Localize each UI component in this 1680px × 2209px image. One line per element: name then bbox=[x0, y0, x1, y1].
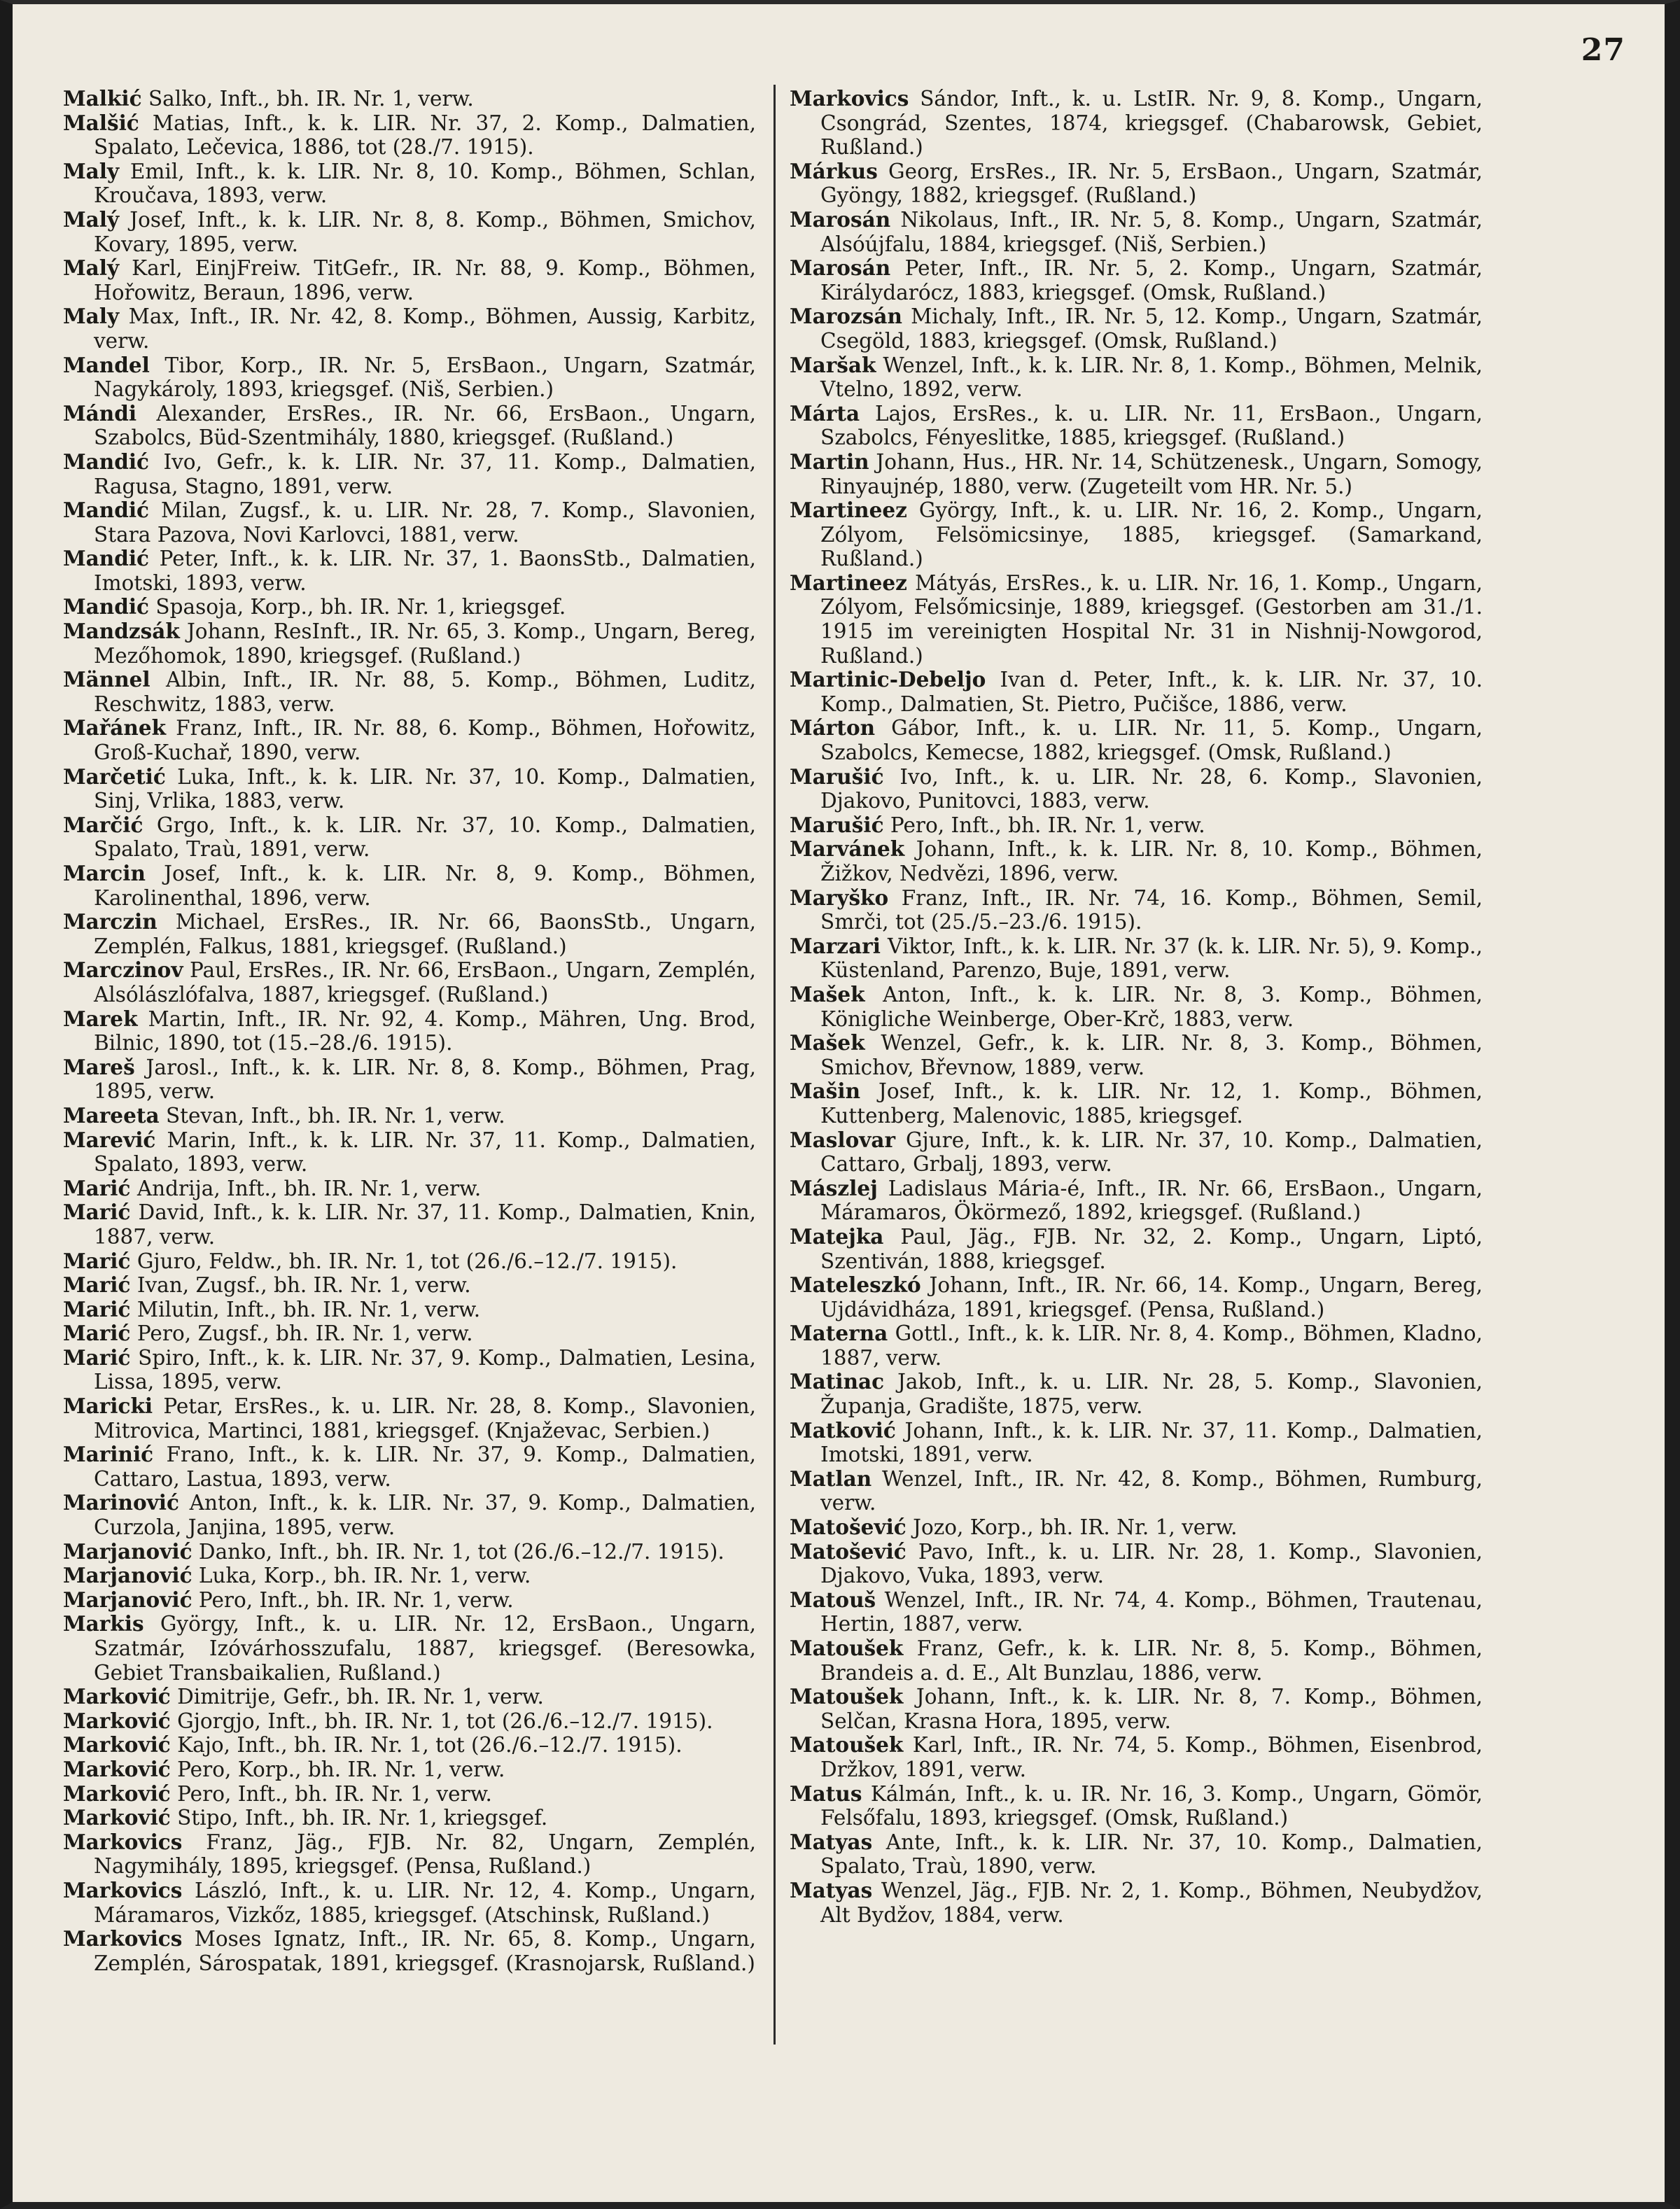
entry-details: Gjorgjo, Inft., bh. IR. Nr. 1, tot (26./6.–12./7. 1915). bbox=[170, 1709, 713, 1733]
entry-surname: Matković bbox=[790, 1417, 896, 1443]
entry-details: György, Inft., k. u. LIR. Nr. 16, 2. Komp., Ungarn, Zólyom, Felsömicsinye, 1885, kriegsgef. (Samarkand, Rußland.) bbox=[820, 498, 1483, 571]
entry-surname: Márta bbox=[790, 400, 860, 426]
entry-details: Viktor, Inft., k. k. LIR. Nr. 37 (k. k. LIR. Nr. 5), 9. Komp., Küstenland, Parenzo, Buje, 1891, verw. bbox=[820, 934, 1483, 983]
entry-details: Johann, Inft., k. k. LIR. Nr. 8, 10. Komp., Böhmen, Žižkov, Nedvězi, 1896, verw. bbox=[820, 837, 1483, 885]
casualty-entry bbox=[790, 1273, 1483, 1321]
entry-surname: Maricki bbox=[63, 1394, 153, 1419]
entry-details: Tibor, Korp., IR. Nr. 5, ErsBaon., Ungarn, Szatmár, Nagykároly, 1893, kriegsgef. (Niš, Serbien.) bbox=[94, 353, 756, 402]
entry-surname: Marić bbox=[63, 1296, 131, 1321]
entry-surname: Markovics bbox=[790, 86, 909, 111]
entry-details: Karl, Inft., IR. Nr. 74, 5. Komp., Böhmen, Eisenbrod, Držkov, 1891, verw. bbox=[820, 1733, 1483, 1781]
casualty-entry bbox=[63, 498, 756, 547]
casualty-entry bbox=[63, 1927, 756, 1975]
casualty-entry bbox=[790, 934, 1483, 983]
casualty-entry bbox=[63, 1564, 756, 1588]
entry-details: Kálmán, Inft., k. u. IR. Nr. 16, 3. Komp., Ungarn, Gömör, Felsőfalu, 1893, kriegsgef. (Omsk, Rußland.) bbox=[820, 1781, 1483, 1830]
entry-details: Marin, Inft., k. k. LIR. Nr. 37, 11. Komp., Dalmatien, Spalato, 1893, verw. bbox=[94, 1128, 756, 1177]
entry-details: Jakob, Inft., k. u. LIR. Nr. 28, 5. Komp., Slavonien, Županja, Gradište, 1875, verw. bbox=[820, 1370, 1483, 1419]
entry-surname: Matoušek bbox=[790, 1636, 904, 1660]
casualty-entry bbox=[63, 1782, 756, 1807]
casualty-entry bbox=[63, 1200, 756, 1249]
entry-details: Wenzel, Jäg., FJB. Nr. 2, 1. Komp., Böhmen, Neubydžov, Alt Bydžov, 1884, verw. bbox=[820, 1878, 1483, 1927]
entry-details: Paul, Jäg., FJB. Nr. 32, 2. Komp., Ungarn, Liptó, Szentiván, 1888, kriegsgef. bbox=[820, 1224, 1483, 1273]
entry-details: Gjuro, Feldw., bh. IR. Nr. 1, tot (26./6.–12./7. 1915). bbox=[130, 1249, 678, 1273]
casualty-entry bbox=[63, 1128, 756, 1177]
entry-details: Jozo, Korp., bh. IR. Nr. 1, verw. bbox=[906, 1515, 1238, 1540]
entry-details: Johann, Inft., k. k. LIR. Nr. 37, 11. Komp., Dalmatien, Imotski, 1891, verw. bbox=[820, 1418, 1483, 1467]
entry-surname: Mandić bbox=[63, 449, 150, 474]
casualty-entry bbox=[790, 1177, 1483, 1225]
entry-surname: Marković bbox=[63, 1732, 171, 1758]
entry-details: Johann, Hus., HR. Nr. 14, Schützenesk., Ungarn, Somogy, Rinyaujnép, 1880, verw. (Zugeteilt vom HR. Nr. 5.) bbox=[820, 449, 1483, 498]
entry-details: Josef, Inft., k. k. LIR. Nr. 8, 8. Komp., Böhmen, Smichov, Kovary, 1895, verw. bbox=[94, 207, 756, 256]
entry-surname: Matošević bbox=[790, 1538, 906, 1564]
entry-surname: Marcin bbox=[63, 861, 146, 885]
casualty-entry bbox=[63, 1321, 756, 1346]
casualty-entry bbox=[63, 1685, 756, 1709]
casualty-entry bbox=[63, 619, 756, 668]
casualty-entry bbox=[790, 1467, 1483, 1515]
entry-surname: Marosán bbox=[790, 255, 891, 281]
entry-details: Johann, Inft., IR. Nr. 66, 14. Komp., Ungarn, Bereg, Ujdávidháza, 1891, kriegsgef. (Pensa, Rußland.) bbox=[820, 1273, 1483, 1321]
casualty-entry bbox=[790, 1031, 1483, 1079]
entry-details: Georg, ErsRes., IR. Nr. 5, ErsBaon., Ungarn, Szatmár, Gyöngy, 1882, kriegsgef. (Rußland.) bbox=[820, 159, 1483, 208]
casualty-entry bbox=[790, 886, 1483, 934]
entry-surname: Marjanović bbox=[63, 1538, 192, 1564]
entry-surname: Márton bbox=[790, 715, 876, 741]
entry-details: Anton, Inft., k. k. LIR. Nr. 8, 3. Komp., Böhmen, Königliche Weinberge, Ober-Krč, 1883, verw. bbox=[820, 982, 1483, 1031]
entry-details: Luka, Inft., k. k. LIR. Nr. 37, 10. Komp., Dalmatien, Sinj, Vrlika, 1883, verw. bbox=[94, 764, 756, 813]
entry-surname: Marek bbox=[63, 1006, 138, 1031]
entry-surname: Mászlej bbox=[790, 1175, 878, 1200]
entry-surname: Mateleszkó bbox=[790, 1272, 921, 1298]
casualty-entry bbox=[63, 256, 756, 304]
entry-details: Pero, Inft., bh. IR. Nr. 1, verw. bbox=[170, 1781, 492, 1806]
casualty-entry bbox=[790, 1225, 1483, 1273]
entry-surname: Marević bbox=[63, 1127, 156, 1152]
casualty-entry bbox=[790, 837, 1483, 885]
casualty-entry bbox=[63, 1056, 756, 1104]
entry-details: Pero, Korp., bh. IR. Nr. 1, verw. bbox=[170, 1757, 505, 1781]
entry-details: Nikolaus, Inft., IR. Nr. 5, 8. Komp., Ungarn, Szatmár, Alsóújfalu, 1884, kriegsgef. (Niš, Serbien.) bbox=[820, 207, 1483, 256]
entry-surname: Marić bbox=[63, 1200, 131, 1225]
entry-details: Johann, Inft., k. k. LIR. Nr. 8, 7. Komp., Böhmen, Selčan, Krasna Hora, 1895, verw. bbox=[820, 1685, 1483, 1733]
entry-surname: Malkić bbox=[63, 86, 142, 111]
casualty-entry bbox=[63, 111, 756, 160]
entry-details: Paul, ErsRes., IR. Nr. 66, ErsBaon., Ungarn, Zemplén, Alsólászlófalva, 1887, kriegsgef. (Rußland.) bbox=[94, 958, 756, 1007]
entry-details: Gábor, Inft., k. u. LIR. Nr. 11, 5. Komp., Ungarn, Szabolcs, Kemecse, 1882, kriegsgef. (Omsk, Rußland.) bbox=[820, 716, 1483, 765]
entry-surname: Marković bbox=[63, 1781, 171, 1806]
entry-surname: Matyas bbox=[790, 1829, 873, 1854]
entry-details: Josef, Inft., k. k. LIR. Nr. 8, 9. Komp., Böhmen, Karolinenthal, 1896, verw. bbox=[94, 862, 756, 910]
entry-details: Max, Inft., IR. Nr. 42, 8. Komp., Böhmen, Aussig, Karbitz, verw. bbox=[94, 304, 756, 353]
entry-surname: Markovics bbox=[63, 1829, 183, 1854]
casualty-entry bbox=[790, 1588, 1483, 1636]
entry-details: Stipo, Inft., bh. IR. Nr. 1, kriegsgef. bbox=[170, 1806, 548, 1830]
casualty-entry bbox=[790, 1321, 1483, 1370]
entry-details: Ladislaus Mária-é, Inft., IR. Nr. 66, ErsBaon., Ungarn, Máramaros, Ökörmező, 1892, kriegsgef. (Rußland.) bbox=[820, 1176, 1483, 1225]
casualty-entry bbox=[790, 1733, 1483, 1781]
entry-surname: Mandel bbox=[63, 352, 150, 377]
entry-details: Kajo, Inft., bh. IR. Nr. 1, tot (26./6.–12./7. 1915). bbox=[170, 1733, 682, 1758]
casualty-entry bbox=[790, 571, 1483, 668]
entry-details: Gjure, Inft., k. k. LIR. Nr. 37, 10. Komp., Dalmatien, Cattaro, Grbalj, 1893, verw. bbox=[820, 1128, 1483, 1177]
entry-surname: Markovics bbox=[63, 1877, 183, 1902]
casualty-entry bbox=[790, 402, 1483, 450]
entry-surname: Marušić bbox=[790, 812, 884, 837]
entry-details: Johann, ResInft., IR. Nr. 65, 3. Komp., Ungarn, Bereg, Mezőhomok, 1890, kriegsgef. (Rußland.) bbox=[94, 619, 756, 668]
casualty-entry bbox=[63, 353, 756, 402]
casualty-entry bbox=[63, 1733, 756, 1758]
entry-surname: Markis bbox=[63, 1611, 144, 1636]
entry-surname: Maly bbox=[63, 158, 120, 183]
casualty-entry bbox=[63, 716, 756, 764]
casualty-entry bbox=[790, 256, 1483, 304]
entry-details: Danko, Inft., bh. IR. Nr. 1, tot (26./6.–12./7. 1915). bbox=[192, 1539, 724, 1564]
entry-surname: Mařánek bbox=[63, 715, 167, 741]
entry-surname: Marković bbox=[63, 1684, 171, 1709]
entry-surname: Martineez bbox=[790, 570, 907, 595]
entry-surname: Marinović bbox=[63, 1490, 179, 1515]
column-divider bbox=[774, 85, 776, 2045]
casualty-entry bbox=[63, 910, 756, 958]
entry-details: Michaly, Inft., IR. Nr. 5, 12. Komp., Ungarn, Szatmár, Csegöld, 1883, kriegsgef. (Omsk, Rußland.) bbox=[820, 304, 1483, 353]
entry-details: Sándor, Inft., k. u. LstIR. Nr. 9, 8. Komp., Ungarn, Csongrád, Szentes, 1874, kriegsgef. (Chabarowsk, Gebiet, Rußland.) bbox=[820, 87, 1483, 160]
casualty-entry bbox=[63, 1007, 756, 1056]
entry-surname: Marzari bbox=[790, 933, 881, 958]
entry-details: Ivan d. Peter, Inft., k. k. LIR. Nr. 37, 10. Komp., Dalmatien, St. Pietro, Pučišce, 1886, verw. bbox=[820, 668, 1483, 716]
entry-surname: Mareeta bbox=[63, 1102, 160, 1128]
entry-surname: Marvánek bbox=[790, 836, 905, 862]
casualty-entry bbox=[63, 1540, 756, 1564]
entry-surname: Mašek bbox=[790, 981, 865, 1007]
casualty-entry bbox=[63, 1491, 756, 1539]
casualty-entry bbox=[790, 498, 1483, 571]
entry-details: Franz, Inft., IR. Nr. 74, 16. Komp., Böhmen, Semil, Smrči, tot (25./5.–23./6. 1915). bbox=[820, 885, 1483, 934]
entry-surname: Matošević bbox=[790, 1515, 906, 1540]
entry-surname: Martineez bbox=[790, 498, 907, 523]
entry-details: Martin, Inft., IR. Nr. 92, 4. Komp., Mähren, Ung. Brod, Bilnic, 1890, tot (15.–28./6. 1915). bbox=[94, 1007, 756, 1056]
casualty-entry bbox=[790, 1540, 1483, 1588]
entry-surname: Marinić bbox=[63, 1442, 154, 1467]
entry-details: Ante, Inft., k. k. LIR. Nr. 37, 10. Komp., Dalmatien, Spalato, Traù, 1890, verw. bbox=[820, 1830, 1483, 1879]
entry-details: Mátyás, ErsRes., k. u. LIR. Nr. 16, 1. Komp., Ungarn, Zólyom, Felsőmicsinje, 1889, kriegsgef. (Gestorben am 31./1. 1915 im vereinigten Hospital Nr. 31 in Nishnij-Nowgorod, Rußland.) bbox=[820, 570, 1483, 668]
entry-details: Michael, ErsRes., IR. Nr. 66, BaonsStb., Ungarn, Zemplén, Falkus, 1881, kriegsgef. (Rußland.) bbox=[94, 910, 756, 958]
casualty-entry bbox=[63, 87, 756, 111]
entry-surname: Mandić bbox=[63, 594, 150, 619]
entry-details: Stevan, Inft., bh. IR. Nr. 1, verw. bbox=[159, 1103, 505, 1128]
entry-surname: Malý bbox=[63, 255, 120, 281]
entry-details: Salko, Inft., bh. IR. Nr. 1, verw. bbox=[141, 87, 474, 111]
entry-details: Wenzel, Gefr., k. k. LIR. Nr. 8, 3. Komp., Böhmen, Smichov, Břevnow, 1889, verw. bbox=[820, 1031, 1483, 1079]
entry-surname: Mándi bbox=[63, 400, 137, 426]
entry-details: Petar, ErsRes., k. u. LIR. Nr. 28, 8. Komp., Slavonien, Mitrovica, Martinci, 1881, kriegsgef. (Knjaževac, Serbien.) bbox=[94, 1394, 756, 1443]
entry-details: David, Inft., k. k. LIR. Nr. 37, 11. Komp., Dalmatien, Knin, 1887, verw. bbox=[94, 1200, 756, 1249]
entry-details: Franz, Inft., IR. Nr. 88, 6. Komp., Böhmen, Hořowitz, Groß-Kuchař, 1890, verw. bbox=[94, 716, 756, 765]
casualty-entry bbox=[63, 1298, 756, 1322]
casualty-entry bbox=[63, 813, 756, 862]
casualty-entry bbox=[63, 668, 756, 716]
casualty-entry bbox=[63, 1758, 756, 1782]
casualty-entry bbox=[790, 1685, 1483, 1733]
entry-details: Milan, Zugsf., k. u. LIR. Nr. 28, 7. Komp., Slavonien, Stara Pazova, Novi Karlovci, 1881, verw. bbox=[94, 498, 756, 547]
entry-details: Moses Ignatz, Inft., IR. Nr. 65, 8. Komp., Ungarn, Zemplén, Sárospatak, 1891, kriegsgef. (Krasnojarsk, Rußland.) bbox=[94, 1927, 756, 1975]
entry-surname: Marjanović bbox=[63, 1563, 192, 1588]
casualty-entry bbox=[790, 208, 1483, 256]
entry-surname: Mareš bbox=[63, 1054, 135, 1079]
casualty-entry bbox=[63, 1830, 756, 1879]
page-number: 27 bbox=[1581, 32, 1625, 68]
entry-details: Wenzel, Inft., IR. Nr. 74, 4. Komp., Böhmen, Trautenau, Hertin, 1887, verw. bbox=[820, 1587, 1483, 1636]
casualty-entry bbox=[63, 1588, 756, 1613]
casualty-entry bbox=[63, 1806, 756, 1830]
entry-surname: Marčetić bbox=[63, 764, 166, 789]
entry-surname: Marić bbox=[63, 1321, 131, 1346]
entry-details: Pero, Inft., bh. IR. Nr. 1, verw. bbox=[883, 813, 1205, 837]
entry-details: Pero, Inft., bh. IR. Nr. 1, verw. bbox=[192, 1587, 514, 1612]
entry-details: Milutin, Inft., bh. IR. Nr. 1, verw. bbox=[130, 1297, 481, 1321]
entry-details: Spiro, Inft., k. k. LIR. Nr. 37, 9. Komp., Dalmatien, Lesina, Lissa, 1895, verw. bbox=[94, 1345, 756, 1394]
entry-details: Pero, Zugsf., bh. IR. Nr. 1, verw. bbox=[130, 1321, 473, 1346]
entry-surname: Marković bbox=[63, 1805, 171, 1830]
entry-details: Dimitrije, Gefr., bh. IR. Nr. 1, verw. bbox=[170, 1685, 544, 1709]
casualty-entry bbox=[63, 208, 756, 256]
entry-details: Ivo, Gefr., k. k. LIR. Nr. 37, 11. Komp., Dalmatien, Ragusa, Stagno, 1891, verw. bbox=[94, 449, 756, 498]
entry-surname: Matoušek bbox=[790, 1684, 904, 1709]
entry-details: Matias, Inft., k. k. LIR. Nr. 37, 2. Komp., Dalmatien, Spalato, Lečevica, 1886, tot (28./7. 1915). bbox=[94, 111, 756, 160]
entry-details: Karl, EinjFreiw. TitGefr., IR. Nr. 88, 9. Komp., Böhmen, Hořowitz, Beraun, 1896, verw. bbox=[94, 256, 756, 304]
entry-surname: Martinic-Debeljo bbox=[790, 667, 986, 692]
casualty-entry bbox=[63, 1879, 756, 1927]
casualty-entry bbox=[790, 1128, 1483, 1177]
entry-surname: Malý bbox=[63, 206, 120, 232]
entry-surname: Marczin bbox=[63, 909, 158, 934]
entry-details: Lajos, ErsRes., k. u. LIR. Nr. 11, ErsBaon., Ungarn, Szabolcs, Fényeslitke, 1885, kriegsgef. (Rußland.) bbox=[820, 401, 1483, 450]
casualty-entry bbox=[790, 1636, 1483, 1685]
casualty-entry bbox=[790, 1079, 1483, 1128]
entry-surname: Marčić bbox=[63, 812, 144, 837]
entry-details: Peter, Inft., IR. Nr. 5, 2. Komp., Ungarn, Szatmár, Királydarócz, 1883, kriegsgef. (Omsk, Rußland.) bbox=[820, 256, 1483, 304]
entry-surname: Maslovar bbox=[790, 1127, 896, 1152]
casualty-entry bbox=[63, 958, 756, 1007]
entry-surname: Marušić bbox=[790, 764, 884, 789]
entry-surname: Mandić bbox=[63, 498, 150, 523]
casualty-entry bbox=[790, 1370, 1483, 1418]
entry-details: Jarosl., Inft., k. k. LIR. Nr. 8, 8. Komp., Böhmen, Prag, 1895, verw. bbox=[94, 1055, 756, 1104]
entry-details: Albin, Inft., IR. Nr. 88, 5. Komp., Böhmen, Luditz, Reschwitz, 1883, verw. bbox=[94, 668, 756, 716]
entry-details: György, Inft., k. u. LIR. Nr. 12, ErsBaon., Ungarn, Szatmár, Izóvárhosszufalu, 1887, kriegsgef. (Beresowka, Gebiet Transbaikalien, Rußland.) bbox=[94, 1612, 756, 1685]
casualty-entry bbox=[63, 1346, 756, 1394]
entry-surname: Marczinov bbox=[63, 958, 183, 983]
entry-details: Franz, Jäg., FJB. Nr. 82, Ungarn, Zemplén, Nagymihály, 1895, kriegsgef. (Pensa, Rußland.) bbox=[94, 1830, 756, 1879]
entry-details: Andrija, Inft., bh. IR. Nr. 1, verw. bbox=[130, 1176, 482, 1200]
entry-surname: Marjanović bbox=[63, 1587, 192, 1612]
entry-surname: Marozsán bbox=[790, 304, 902, 329]
casualty-entry bbox=[790, 1419, 1483, 1467]
entry-surname: Matejka bbox=[790, 1223, 884, 1249]
casualty-entry bbox=[63, 547, 756, 595]
entry-surname: Martin bbox=[790, 449, 869, 474]
right-column bbox=[790, 87, 1483, 1927]
casualty-entry bbox=[790, 983, 1483, 1031]
entry-details: Peter, Inft., k. k. LIR. Nr. 37, 1. BaonsStb., Dalmatien, Imotski, 1893, verw. bbox=[94, 547, 756, 595]
entry-surname: Matouš bbox=[790, 1587, 876, 1612]
entry-details: Gottl., Inft., k. k. LIR. Nr. 8, 4. Komp., Böhmen, Kladno, 1887, verw. bbox=[820, 1321, 1483, 1370]
entry-surname: Matyas bbox=[790, 1877, 873, 1902]
entry-details: Wenzel, Inft., IR. Nr. 42, 8. Komp., Böhmen, Rumburg, verw. bbox=[820, 1466, 1483, 1515]
casualty-entry bbox=[63, 765, 756, 813]
entry-surname: Markovics bbox=[63, 1926, 183, 1951]
entry-surname: Matinac bbox=[790, 1369, 885, 1394]
casualty-entry bbox=[63, 1249, 756, 1274]
entry-surname: Männel bbox=[63, 667, 150, 692]
casualty-entry bbox=[790, 1515, 1483, 1540]
casualty-entry bbox=[63, 1394, 756, 1443]
casualty-entry bbox=[63, 1443, 756, 1491]
entry-surname: Marić bbox=[63, 1248, 131, 1273]
entry-details: Alexander, ErsRes., IR. Nr. 66, ErsBaon., Ungarn, Szabolcs, Büd-Szentmihály, 1880, kriegsgef. (Rußland.) bbox=[94, 401, 756, 450]
entry-surname: Matlan bbox=[790, 1466, 872, 1491]
entry-details: Josef, Inft., k. k. LIR. Nr. 12, 1. Komp., Böhmen, Kuttenberg, Malenovic, 1885, kriegsgef. bbox=[820, 1079, 1483, 1128]
entry-surname: Marić bbox=[63, 1272, 131, 1298]
entry-surname: Marković bbox=[63, 1756, 171, 1781]
entry-surname: Marić bbox=[63, 1175, 131, 1200]
entry-details: Ivo, Inft., k. u. LIR. Nr. 28, 6. Komp., Slavonien, Djakovo, Punitovci, 1883, verw. bbox=[820, 764, 1483, 813]
casualty-entry bbox=[63, 1612, 756, 1685]
entry-surname: Márkus bbox=[790, 158, 878, 183]
entry-details: Grgo, Inft., k. k. LIR. Nr. 37, 10. Komp., Dalmatien, Spalato, Traù, 1891, verw. bbox=[94, 813, 756, 862]
casualty-entry bbox=[790, 87, 1483, 160]
casualty-entry bbox=[63, 862, 756, 910]
entry-surname: Maly bbox=[63, 304, 120, 329]
casualty-entry bbox=[63, 160, 756, 208]
entry-surname: Matus bbox=[790, 1781, 862, 1806]
casualty-entry bbox=[790, 813, 1483, 838]
casualty-entry bbox=[63, 450, 756, 498]
casualty-entry bbox=[63, 1104, 756, 1128]
entry-details: Emil, Inft., k. k. LIR. Nr. 8, 10. Komp., Böhmen, Schlan, Kroučava, 1893, verw. bbox=[94, 159, 756, 208]
entry-details: László, Inft., k. u. LIR. Nr. 12, 4. Komp., Ungarn, Máramaros, Vizkőz, 1885, kriegsgef. (Atschinsk, Rußland.) bbox=[94, 1878, 756, 1927]
entry-details: Anton, Inft., k. k. LIR. Nr. 37, 9. Komp., Dalmatien, Curzola, Janjina, 1895, verw. bbox=[94, 1491, 756, 1540]
casualty-entry bbox=[790, 304, 1483, 353]
entry-surname: Maršak bbox=[790, 352, 876, 377]
entry-surname: Mandić bbox=[63, 546, 150, 571]
casualty-entry bbox=[790, 353, 1483, 402]
entry-details: Luka, Korp., bh. IR. Nr. 1, verw. bbox=[192, 1564, 531, 1588]
entry-surname: Matoušek bbox=[790, 1732, 904, 1758]
entry-surname: Marić bbox=[63, 1345, 131, 1370]
casualty-entry bbox=[790, 765, 1483, 813]
casualty-entry bbox=[790, 1830, 1483, 1879]
casualty-entry bbox=[790, 668, 1483, 716]
entry-details: Spasoja, Korp., bh. IR. Nr. 1, kriegsgef. bbox=[149, 595, 566, 619]
left-column bbox=[63, 87, 756, 1975]
entry-surname: Mašek bbox=[790, 1030, 865, 1056]
entry-details: Ivan, Zugsf., bh. IR. Nr. 1, verw. bbox=[130, 1273, 471, 1298]
entry-surname: Mandzsák bbox=[63, 619, 180, 644]
casualty-entry bbox=[790, 160, 1483, 208]
casualty-entry bbox=[790, 1782, 1483, 1830]
entry-surname: Marosán bbox=[790, 206, 891, 232]
casualty-entry bbox=[790, 716, 1483, 764]
casualty-entry bbox=[63, 402, 756, 450]
casualty-entry bbox=[63, 1273, 756, 1298]
entry-surname: Mašin bbox=[790, 1079, 861, 1104]
casualty-entry bbox=[63, 304, 756, 353]
entry-details: Frano, Inft., k. k. LIR. Nr. 37, 9. Komp., Dalmatien, Cattaro, Lastua, 1893, verw. bbox=[94, 1443, 756, 1491]
entry-surname: Maryško bbox=[790, 885, 889, 910]
casualty-entry bbox=[63, 1177, 756, 1201]
entry-surname: Malšić bbox=[63, 110, 139, 135]
casualty-entry bbox=[790, 1879, 1483, 1927]
entry-details: Wenzel, Inft., k. k. LIR. Nr. 8, 1. Komp., Böhmen, Melnik, Vtelno, 1892, verw. bbox=[820, 353, 1483, 402]
casualty-entry bbox=[63, 1709, 756, 1734]
entry-details: Franz, Gefr., k. k. LIR. Nr. 8, 5. Komp., Böhmen, Brandeis a. d. E., Alt Bunzlau, 1886, verw. bbox=[820, 1636, 1483, 1685]
entry-surname: Marković bbox=[63, 1708, 171, 1733]
entry-surname: Materna bbox=[790, 1321, 888, 1346]
casualty-entry bbox=[790, 450, 1483, 498]
casualty-entry bbox=[63, 595, 756, 619]
entry-details: Pavo, Inft., k. u. LIR. Nr. 28, 1. Komp., Slavonien, Djakovo, Vuka, 1893, verw. bbox=[820, 1539, 1483, 1588]
